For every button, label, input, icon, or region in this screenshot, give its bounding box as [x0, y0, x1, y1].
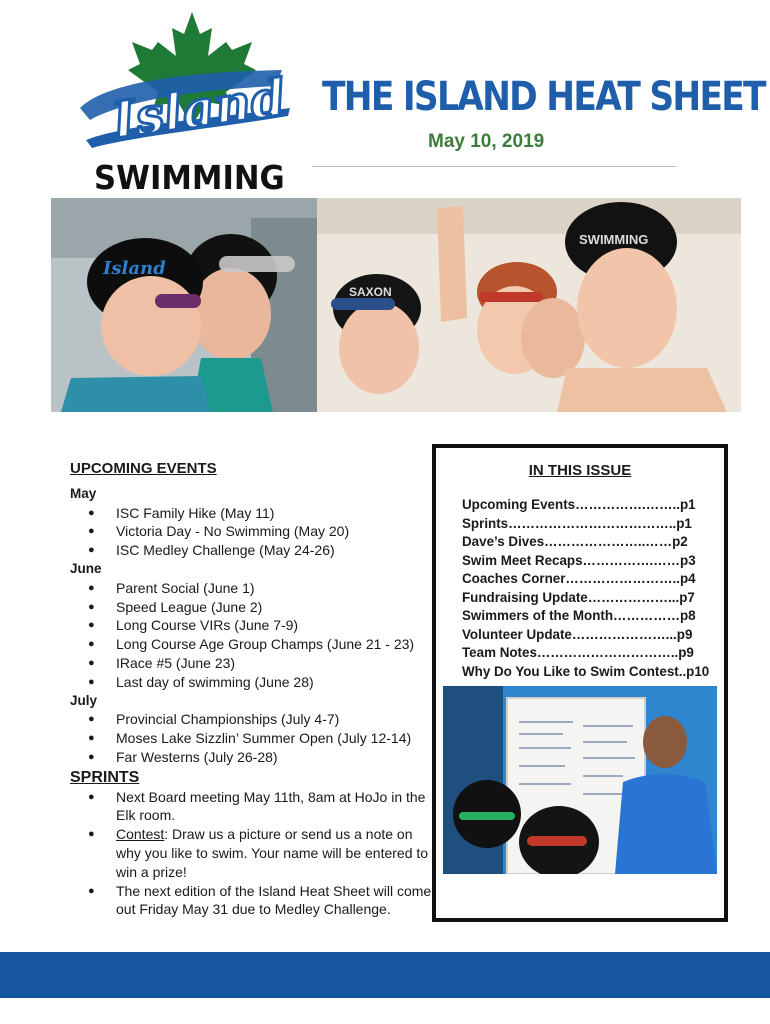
list-item: ● Long Course VIRs (June 7-9) [70, 616, 435, 635]
month-june: June [70, 560, 102, 576]
toc-entry: Team Notes…………………………..p9 [462, 645, 694, 660]
toc-entry: Sprints………………………………..p1 [462, 515, 692, 531]
list-item [70, 825, 435, 881]
list-item: ● Long Course Age Group Champs (June 21 - 23) [70, 635, 435, 654]
list-item: ● Next Board meeting May 11th, 8am at HoJo in the Elk room. [70, 788, 435, 826]
logo-word: Island [108, 67, 290, 151]
header-divider [312, 166, 676, 167]
list-item: ● Moses Lake Sizzlin’ Summer Open (July 12-14) [70, 729, 435, 748]
month-july: July [70, 692, 98, 708]
logo-subtitle: SWIMMING [94, 158, 285, 197]
list-item: ● Speed League (June 2) [70, 598, 435, 617]
toc-entry: Fundraising Update………………...p7 [462, 589, 695, 605]
toc-entry: Why Do You Like to Swim Contest..p10 [462, 663, 710, 679]
may-events-list [70, 504, 435, 560]
toc-entry: Coaches Corner……………………..p4 [462, 571, 696, 586]
list-item: ● ISC Medley Challenge (May 24-26) [70, 541, 435, 560]
toc-entry: Swimmers of the Month……………p8 [462, 608, 696, 623]
list-item: ● Far Westerns (July 26-28) [70, 748, 435, 767]
upcoming-events-heading: UPCOMING EVENTS [70, 460, 217, 477]
toc-entry: Swim Meet Recaps…………….……p3 [462, 552, 696, 568]
list-item: ● The next edition of the Island Heat Sheet will come out Friday May 31 due to Medley Challenge. [70, 882, 435, 920]
july-events-list [70, 710, 435, 766]
contest-text: : Draw us a picture or send us a note on why you like to swim. Your name will be entered to win a prize! [116, 826, 429, 880]
island-swimming-logo [66, 12, 298, 197]
sprints-list [70, 788, 435, 920]
table-of-contents [462, 496, 722, 681]
toc-entry: Volunteer Update…………………...p9 [462, 626, 693, 642]
cap-text-1: Island [103, 258, 166, 279]
maple-leaf-icon [66, 12, 298, 162]
page-title: THE ISLAND HEAT SHEET [322, 74, 765, 120]
list-item: ● Last day of swimming (June 28) [70, 673, 435, 692]
cap-text-2: SWIMMING [579, 232, 649, 247]
list-item: ● Provincial Championships (July 4-7) [70, 710, 435, 729]
issue-date: May 10, 2019 [428, 131, 545, 152]
footer-bar [0, 952, 770, 998]
list-item: ● IRace #5 (June 23) [70, 654, 435, 673]
month-may: May [70, 485, 97, 501]
coach-whiteboard-photo [443, 686, 717, 874]
june-events-list [70, 579, 435, 692]
left-column [70, 460, 435, 919]
swimmers-photo-right [317, 198, 741, 412]
sprints-heading: SPRINTS [70, 768, 140, 786]
list-item: ● Victoria Day - No Swimming (May 20) [70, 522, 435, 541]
list-item: ● ISC Family Hike (May 11) [70, 504, 435, 523]
toc-entry: Dave’s Dives…………………..……p2 [462, 534, 688, 549]
cap-text-3: SAXON [349, 285, 392, 299]
list-item: ● Parent Social (June 1) [70, 579, 435, 598]
contest-label: Contest [116, 826, 165, 843]
swimmers-photo-left [51, 198, 317, 412]
in-this-issue-heading: IN THIS ISSUE [528, 462, 632, 479]
toc-entry: Upcoming Events…………….……..p1 [462, 497, 696, 512]
